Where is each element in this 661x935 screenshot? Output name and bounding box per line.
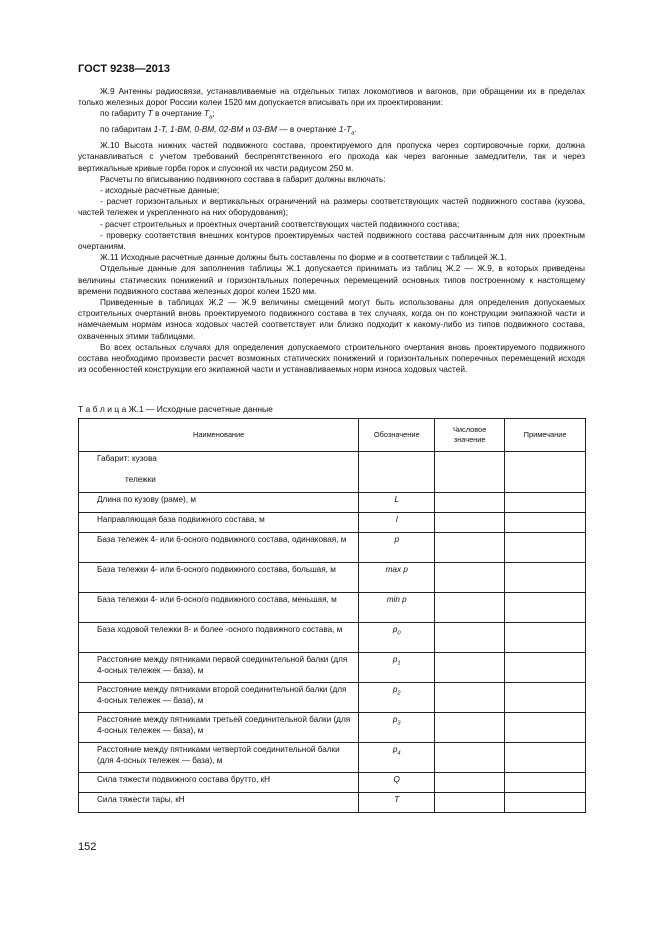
body-text — [78, 86, 585, 375]
cell-name: Расстояние между пятниками третьей соединительной балки (для 4-осных тележек — база), м — [79, 713, 359, 743]
paragraph: Ж.11 Исходные расчетные данные должны быть составлены по форме и в соответствии с таблицей Ж.1. — [100, 252, 507, 263]
table-row — [79, 593, 586, 623]
cell-symbol: $p_4$ — [359, 743, 435, 773]
cell-name: База тележки 4- или 6-осного подвижного состава, большая, м — [79, 563, 359, 593]
cell-symbol: l — [359, 513, 435, 533]
table-row — [79, 563, 586, 593]
cell-symbol — [359, 452, 435, 493]
cell-note — [505, 713, 586, 743]
cell-value — [435, 563, 505, 593]
cell-name: Расстояние между пятниками первой соединительной балки (для 4-осных тележек — база), м — [79, 653, 359, 683]
cell-value — [435, 533, 505, 563]
cell-name: Расстояние между пятниками четвертой соединительной балки (для 4-осных тележек — база), м — [79, 743, 359, 773]
table-caption: Т а б л и ц а Ж.1 — Исходные расчетные данные — [78, 404, 273, 414]
cell-symbol: $p_3$ — [359, 713, 435, 743]
cell-symbol: $p_0$ — [359, 623, 435, 653]
table-header-row — [79, 419, 586, 452]
cell-value — [435, 713, 505, 743]
cell-value — [435, 653, 505, 683]
table-row — [79, 533, 586, 563]
table-row — [79, 773, 586, 793]
cell-value — [435, 683, 505, 713]
cell-name: База тележек 4- или 6-осного подвижного состава, одинаковая, м — [79, 533, 359, 563]
cell-name: Габарит: кузова тележки — [79, 452, 359, 493]
document-header: ГОСТ 9238—2013 — [78, 63, 171, 75]
table-row — [79, 513, 586, 533]
cell-note — [505, 493, 586, 513]
cell-note — [505, 513, 586, 533]
cell-note — [505, 452, 586, 493]
cell-value — [435, 773, 505, 793]
cell-symbol: max p — [359, 563, 435, 593]
header-name: Наименование — [79, 419, 359, 452]
cell-value — [435, 743, 505, 773]
paragraph: Во всех остальных случаях для определения допускаемого строительного очертания вновь проектируемого подвижного состава необходимо произвести расчет возможных статических понижений и горизонтальных поперечных перемещений исходя из особенностей конструкции его экипажной части и устанавливаемых норм износа ходовых частей. — [78, 341, 585, 375]
cell-name: База тележки 4- или 6-осного подвижного состава, меньшая, м — [79, 593, 359, 623]
paragraph: Ж.10 Высота нижних частей подвижного состава, проектируемого для пропуска через сортировочные горки, должна устанавливаться с учетом требований беспрепятственного его прохода как через вагонные замедлители, так и через вертикальные кривые горба горок и спускной их части радиусом 250 м. — [78, 140, 585, 173]
cell-note — [505, 563, 586, 593]
cell-symbol: T — [359, 793, 435, 813]
cell-note — [505, 793, 586, 813]
list-item: - расчет строительных и проектных очертаний соответствующих частей подвижного состава; — [100, 218, 460, 229]
table-row — [79, 653, 586, 683]
paragraph: Приведенные в таблицах Ж.2 — Ж.9 величины смещений могут быть использованы для определения допускаемых строительных очертаний вновь проектируемого подвижного состава в тех случаях, когда он по конструкции экипажной части и намечаемым нормам износа ходовых частей соответствует или близко подходит к какому-либо из типов подвижного состава, охваченных этими таблицами. — [78, 296, 585, 341]
table-row — [79, 623, 586, 653]
cell-value — [435, 513, 505, 533]
cell-name: Сила тяжести тары, кН — [79, 793, 359, 813]
cell-value — [435, 793, 505, 813]
source-data-table — [78, 418, 586, 813]
cell-name: База ходовой тележки 8- и более -осного подвижного состава, м — [79, 623, 359, 653]
cell-symbol: L — [359, 493, 435, 513]
table-row — [79, 683, 586, 713]
cell-name: Направляющая база подвижного состава, м — [79, 513, 359, 533]
table-row — [79, 493, 586, 513]
cell-value — [435, 623, 505, 653]
gabarit-line-2: по габаритам 1-Т, 1-ВМ, 0-ВМ, 02-ВМ и 03-ВМ — в очертание $1-Т_а$. — [100, 124, 357, 137]
cell-note — [505, 653, 586, 683]
table-row-gabarit — [79, 452, 586, 493]
cell-value — [435, 452, 505, 493]
paragraph: Расчеты по вписыванию подвижного состава в габарит должны включать: — [100, 173, 386, 184]
cell-value — [435, 493, 505, 513]
cell-note — [505, 533, 586, 563]
page-number: 152 — [78, 841, 97, 853]
table-row — [79, 713, 586, 743]
list-item: - расчет горизонтальных и вертикальных ограничений на размеры соответствующих частей подвижного состава (кузова, частей тележек и укрепленного на них оборудования); — [78, 196, 585, 218]
cell-name: Сила тяжести подвижного состава брутто, кН — [79, 773, 359, 793]
gabarit-line-1: по габариту Т в очертание $Т_а$; — [100, 108, 215, 122]
cell-symbol: p — [359, 533, 435, 563]
cell-symbol: min p — [359, 593, 435, 623]
cell-note — [505, 593, 586, 623]
cell-symbol: $p_1$ — [359, 653, 435, 683]
header-symbol: Обозначение — [359, 419, 435, 452]
cell-name: Расстояние между пятниками второй соединительной балки (для 4-осных тележек — база), м — [79, 683, 359, 713]
header-note: Примечание — [505, 419, 586, 452]
cell-symbol: $p_2$ — [359, 683, 435, 713]
cell-note — [505, 743, 586, 773]
list-item: - исходные расчетные данные; — [100, 184, 220, 195]
paragraph: Ж.9 Антенны радиосвязи, устанавливаемые на отдельных типах локомотивов и вагонов, при обращении их в пределах только железных дорог России колеи 1520 мм допускается вписывать при их проектировании: — [78, 86, 585, 108]
cell-note — [505, 773, 586, 793]
table-row — [79, 743, 586, 773]
cell-value — [435, 593, 505, 623]
cell-note — [505, 623, 586, 653]
header-value: Числовое значение — [435, 419, 505, 452]
list-item: - проверку соответствия внешних контуров проектируемых частей подвижного состава рассчитанным для них проектным очертаниям. — [78, 229, 585, 251]
cell-symbol: Q — [359, 773, 435, 793]
paragraph: Отдельные данные для заполнения таблицы Ж.1 допускается принимать из таблиц Ж.2 — Ж.9, в которых приведены величины статических понижений и горизонтальных поперечных перемещений основных типов построенному к настоящему времени подвижного состава железных дорог колеи 1520 мм. — [78, 263, 585, 296]
table-row — [79, 793, 586, 813]
cell-name: Длина по кузову (раме), м — [79, 493, 359, 513]
cell-note — [505, 683, 586, 713]
